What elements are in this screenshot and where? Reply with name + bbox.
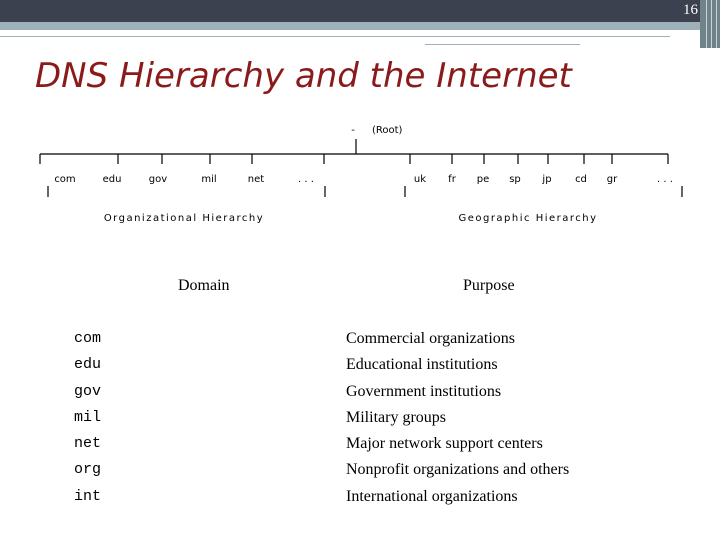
purpose-item: Military groups <box>346 408 446 426</box>
purpose-item: International organizations <box>346 487 518 505</box>
domain-item: net <box>74 435 102 453</box>
domain-item: int <box>74 487 102 505</box>
tree-node-cd: cd <box>575 174 587 185</box>
geo-hierarchy-label: Geographic Hierarchy <box>458 213 598 224</box>
tree-node-fr: fr <box>448 174 456 185</box>
domain-item: com <box>74 330 102 347</box>
purpose-item: Nonprofit organizations and others <box>346 461 570 479</box>
tree-node-net: net <box>247 174 265 185</box>
tree-node-mil: mil <box>201 174 217 185</box>
page-title: DNS Hierarchy and the Internet <box>35 56 572 96</box>
domain-item: gov <box>74 382 102 400</box>
purpose-list <box>346 329 569 513</box>
tree-node-uk: uk <box>413 174 427 185</box>
tree-node-com: com <box>54 174 76 185</box>
root-label: (Root) <box>372 125 403 136</box>
tree-node-pe: pe <box>476 174 490 185</box>
domain-list <box>74 329 101 513</box>
domain-item: edu <box>74 356 102 374</box>
tree-node-gr: gr <box>606 174 618 185</box>
divider-line <box>0 36 670 37</box>
header-accent-bar <box>0 22 700 30</box>
tree-node-more-org: . . . <box>298 174 314 185</box>
slide-number: 16 <box>683 2 698 18</box>
purpose-item: Major network support centers <box>346 435 543 453</box>
purpose-item: Government institutions <box>346 382 502 400</box>
divider-line-short <box>425 44 580 45</box>
tree-node-sp: sp <box>509 174 521 185</box>
root-marker: - <box>351 125 355 136</box>
header-bar <box>0 0 700 22</box>
tree-node-edu: edu <box>102 174 122 185</box>
tree-node-gov: gov <box>148 174 168 185</box>
purpose-column-header: Purpose <box>463 277 515 294</box>
tree-node-more-geo: . . . <box>657 174 673 185</box>
purpose-item: Educational institutions <box>346 356 498 374</box>
tree-node-jp: jp <box>542 174 552 185</box>
org-hierarchy-label: Organizational Hierarchy <box>103 213 265 224</box>
domain-item: org <box>74 461 102 479</box>
domain-item: mil <box>74 408 102 426</box>
corner-decoration <box>700 0 720 48</box>
domain-column-header: Domain <box>178 277 230 294</box>
dns-hierarchy-diagram <box>0 115 720 230</box>
purpose-item: Commercial organizations <box>346 330 515 347</box>
